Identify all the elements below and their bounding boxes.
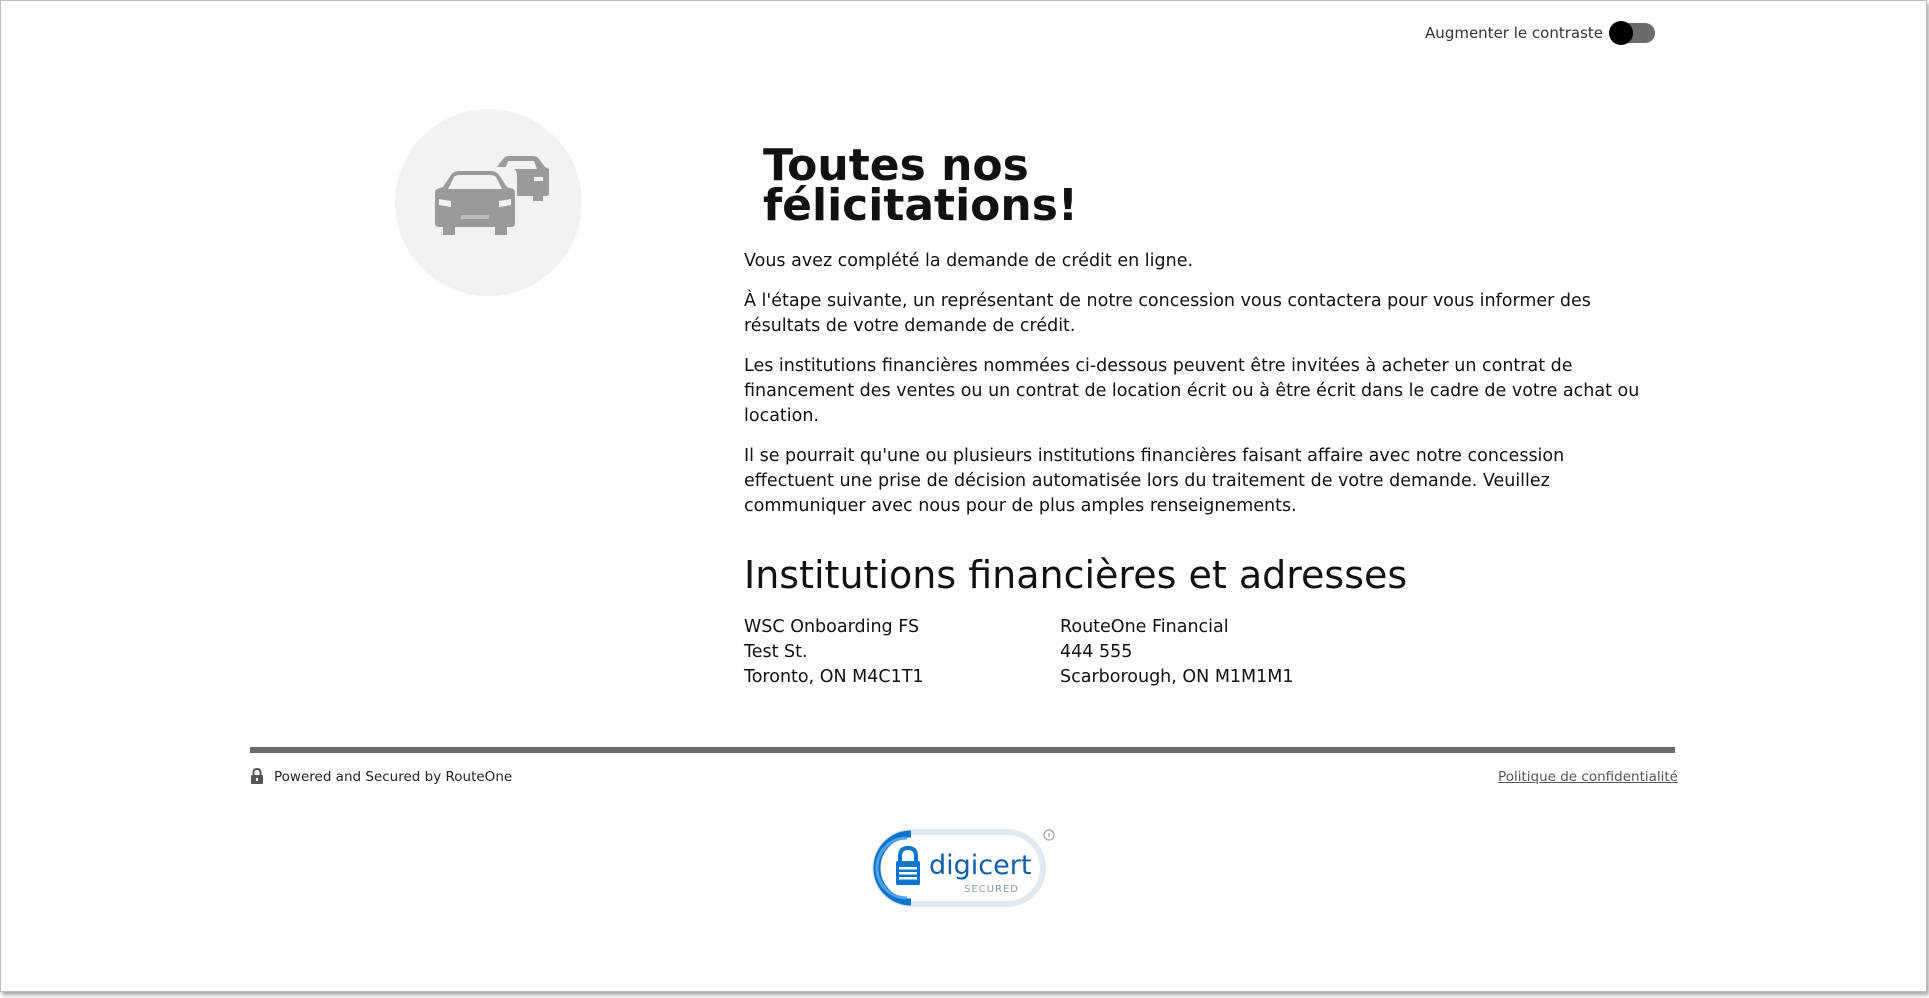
- paragraph-2: À l'étape suivante, un représentant de notre concession vous contactera pour vous informer des résultats de votre demande de crédit.: [744, 291, 1591, 336]
- toggle-knob[interactable]: [1609, 21, 1633, 45]
- hero-image: [395, 109, 582, 296]
- institutions-title: Institutions financières et adresses: [744, 553, 1408, 597]
- paragraph-4: Il se pourrait qu'une ou plusieurs institutions financières faisant affaire avec notre concession effectuent une prise de décision automatisée lors du traitement de votre demande. Veuillez communiquer avec nous pour de plus amples renseignements.: [744, 446, 1565, 516]
- footer-divider: [250, 747, 1675, 753]
- institution-city: Scarborough, ON M1M1M1: [1060, 667, 1294, 687]
- institution-city: Toronto, ON M4C1T1: [744, 667, 924, 687]
- page-title: Toutes nos félicitations!: [763, 140, 1078, 231]
- lock-icon: [250, 768, 264, 785]
- contrast-control: [1425, 23, 1655, 43]
- seal-brand: digicert: [929, 850, 1032, 881]
- digicert-seal[interactable]: [869, 826, 1059, 916]
- footer-powered: [250, 768, 512, 785]
- institution-card: [744, 615, 1060, 690]
- seal-tagline: SECURED: [964, 884, 1019, 895]
- contrast-label: Augmenter le contraste: [1425, 24, 1603, 42]
- institutions-list: [744, 615, 1654, 690]
- institution-street: 444 555: [1060, 642, 1133, 662]
- institution-card: [1060, 615, 1376, 690]
- privacy-policy-link[interactable]: Politique de confidentialité: [1498, 769, 1678, 785]
- main-content: [744, 140, 1654, 690]
- contrast-toggle[interactable]: [1611, 23, 1655, 43]
- paragraph-3: Les institutions financières nommées ci-dessous peuvent être invitées à acheter un contrat de financement des ventes ou un contrat de location écrit ou à être écrit dans le cadre de votre achat ou location.: [744, 356, 1640, 426]
- institution-street: Test St.: [744, 642, 808, 662]
- paragraph-1: Vous avez complété la demande de crédit en ligne.: [744, 251, 1194, 271]
- powered-by-text: Powered and Secured by RouteOne: [274, 768, 513, 785]
- institution-name: RouteOne Financial: [1060, 617, 1229, 637]
- cars-icon: [419, 153, 559, 253]
- institution-name: WSC Onboarding FS: [744, 617, 920, 637]
